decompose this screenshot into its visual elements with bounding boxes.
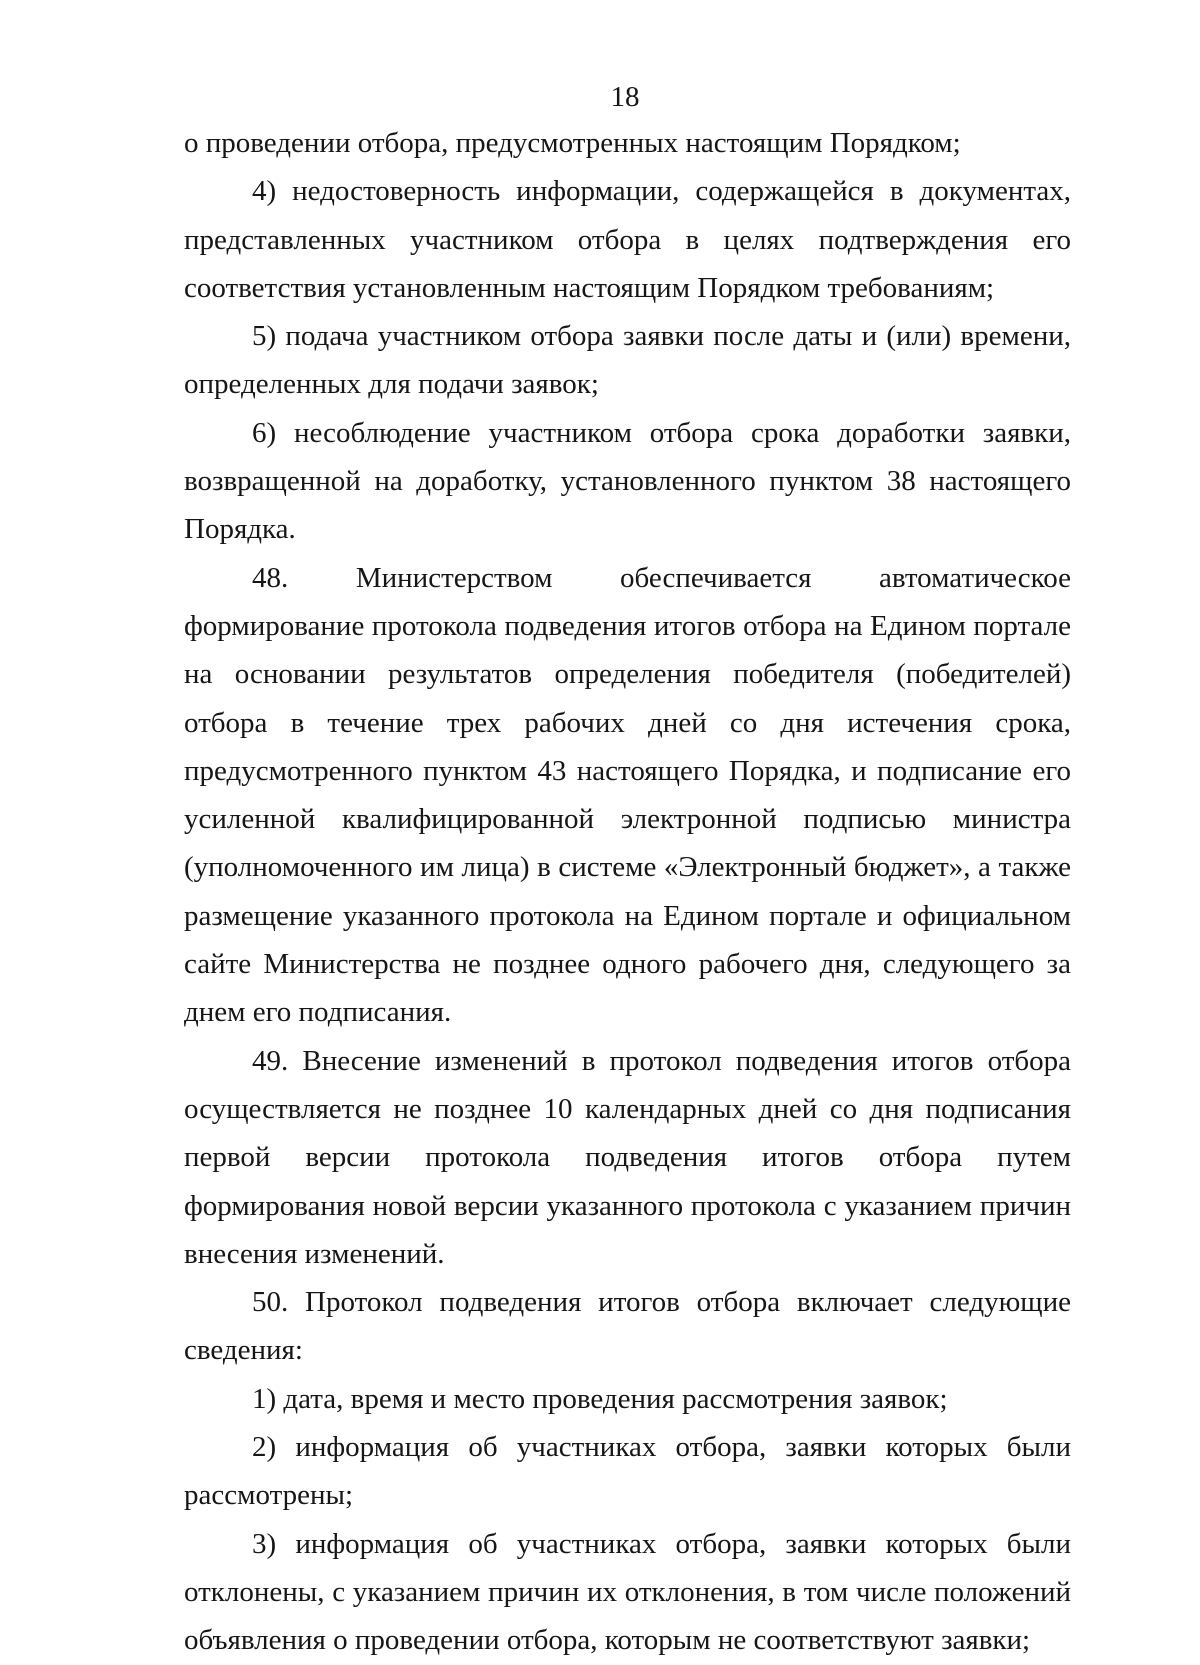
document-body (184, 119, 1071, 1665)
paragraph-continuation: о проведении отбора, предусмотренных настоящим Порядком; (184, 127, 961, 159)
paragraph-item-1: 1) дата, время и место проведения рассмотрения заявок; (252, 1382, 948, 1415)
paragraph-item-2: 2) информация об участниках отбора, заявки которых были рассмотрены; (184, 1431, 1071, 1512)
paragraph-item-4: 4) недостоверность информации, содержащейся в документах, представленных участником отбора в целях подтверждения его соответствия установленным настоящим Порядком требованиям; (184, 175, 1071, 304)
page-number: 18 (610, 81, 640, 113)
paragraph-clause-49: 49. Внесение изменений в протокол подведения итогов отбора осуществляется не позднее 10 календарных дней со дня подписания первой версии протокола подведения итогов отбора путем формирования новой версии указанного протокола с указанием причин внесения изменений. (184, 1044, 1071, 1270)
paragraph-clause-50: 50. Протокол подведения итогов отбора включает следующие сведения: (184, 1286, 1071, 1367)
paragraph-item-6: 6) несоблюдение участником отбора срока доработки заявки, возвращенной на доработку, установленного пунктом 38 настоящего Порядка. (184, 416, 1071, 546)
paragraph-item-5: 5) подача участником отбора заявки после даты и (или) времени, определенных для подачи заявок; (184, 320, 1071, 401)
paragraph-item-3: 3) информация об участниках отбора, заявки которых были отклонены, с указанием причин их отклонения, в том числе положений объявления о проведении отбора, которым не соответствуют заявки; (184, 1527, 1071, 1657)
paragraph-clause-48: 48. Министерством обеспечивается автоматическое формирование протокола подведения итогов отбора на Едином портале на основании результатов определения победителя (победителей) отбора в течение трех рабочих дней со дня истечения срока, предусмотренного пунктом 43 настоящего Порядка, и подписание его усиленной квалифицированной электронной подписью министра (уполномоченного им лица) в системе «Электронный бюджет», а также размещение указанного протокола на Едином портале и официальном сайте Министерства не позднее одного рабочего дня, следующего за днем его подписания. (184, 561, 1071, 1029)
